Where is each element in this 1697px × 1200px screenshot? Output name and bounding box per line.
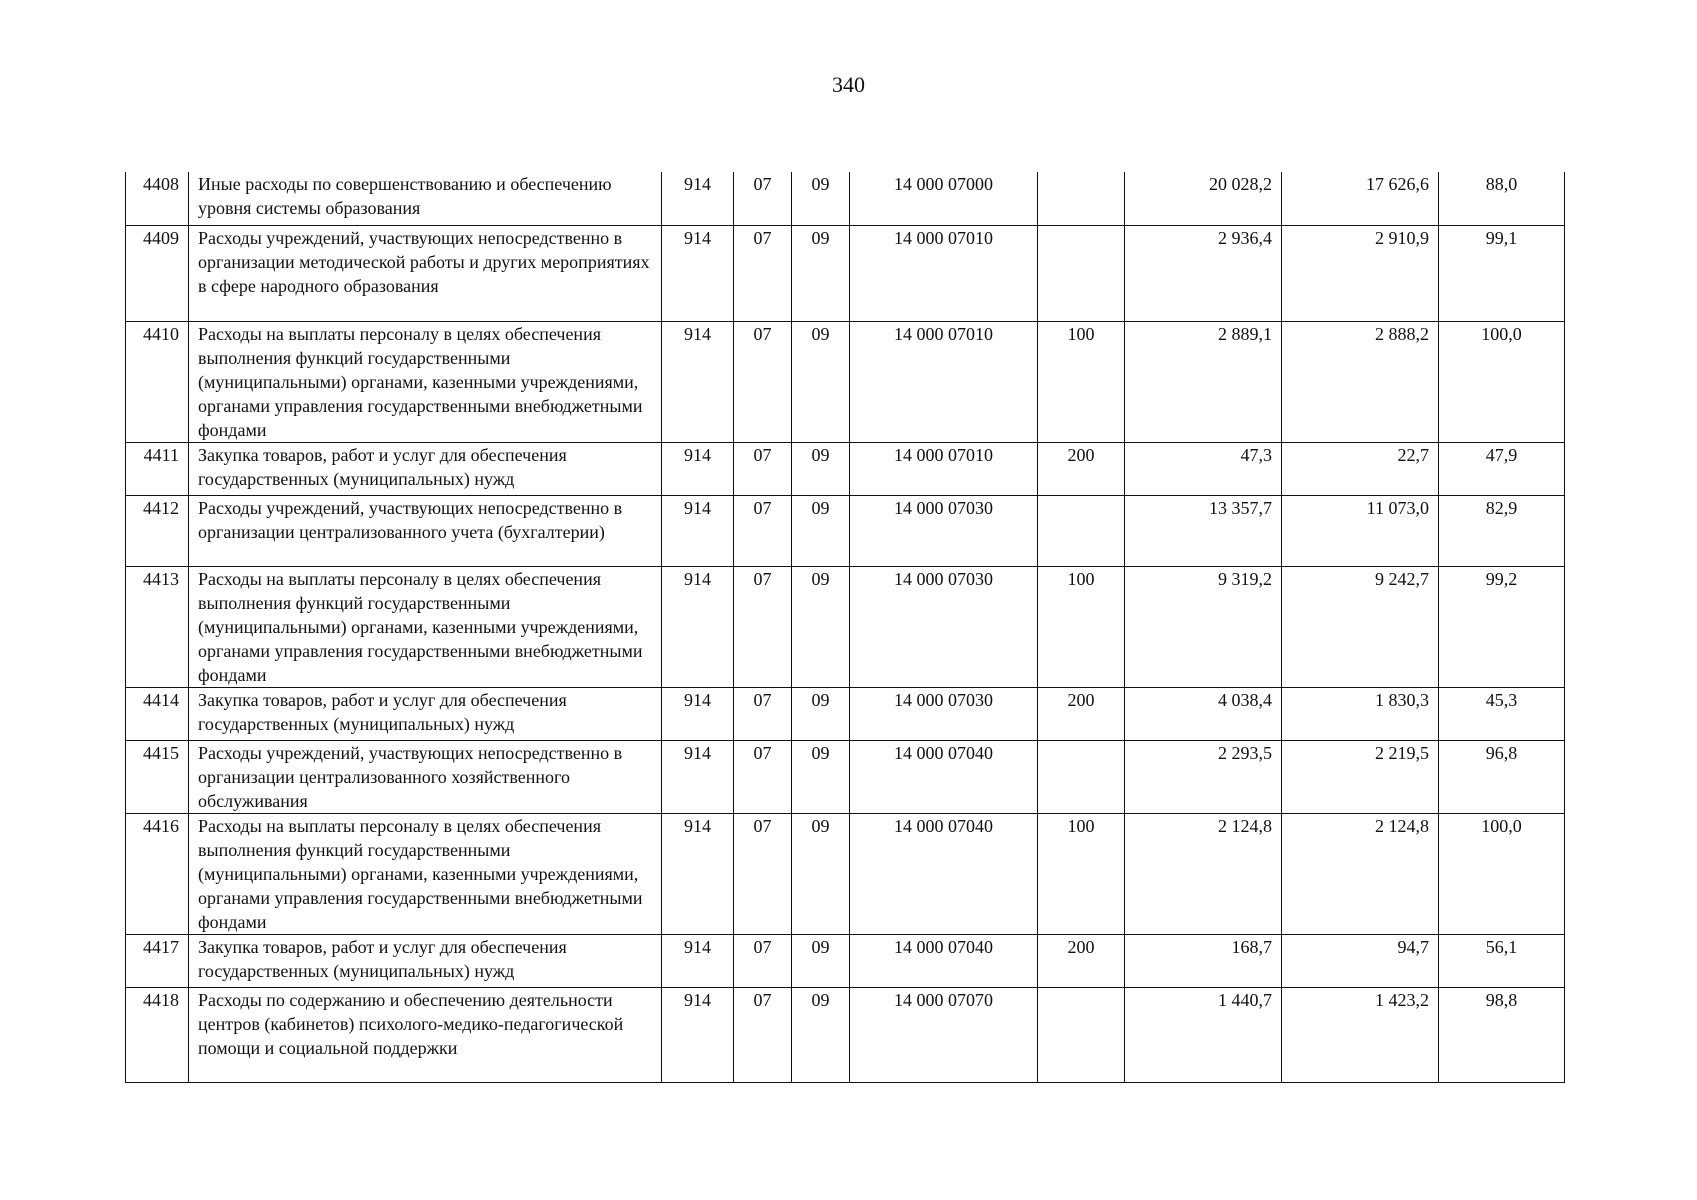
row-pr: 09 [792,321,850,442]
row-percent: 96,8 [1439,740,1565,813]
row-id: 4408 [126,172,189,225]
row-csr: 14 000 07030 [850,566,1038,687]
row-pr: 09 [792,740,850,813]
row-description: Расходы учреждений, участвующих непосредственно в организации централизованного учета (бухгалтерии) [189,495,662,566]
row-percent: 82,9 [1439,495,1565,566]
row-ved: 914 [662,934,734,987]
table-row [126,740,1565,813]
row-vr: 100 [1038,566,1125,687]
row-id: 4413 [126,566,189,687]
row-fact: 11 073,0 [1282,495,1439,566]
row-plan: 1 440,7 [1125,987,1282,1082]
row-csr: 14 000 07030 [850,495,1038,566]
row-id: 4418 [126,987,189,1082]
table-row [126,442,1565,495]
row-percent: 98,8 [1439,987,1565,1082]
row-plan: 13 357,7 [1125,495,1282,566]
row-plan: 20 028,2 [1125,172,1282,225]
row-fact: 94,7 [1282,934,1439,987]
row-ved: 914 [662,442,734,495]
row-rz: 07 [734,172,792,225]
table-row [126,934,1565,987]
row-vr [1038,495,1125,566]
row-vr: 100 [1038,813,1125,934]
table-row [126,813,1565,934]
row-id: 4410 [126,321,189,442]
row-percent: 99,1 [1439,225,1565,321]
row-percent: 47,9 [1439,442,1565,495]
row-ved: 914 [662,687,734,740]
row-csr: 14 000 07000 [850,172,1038,225]
row-description: Расходы на выплаты персоналу в целях обеспечения выполнения функций государственными (муниципальными) органами, казенными учреждениями, органами управления государственными внебюджетными фондами [189,566,662,687]
row-pr: 09 [792,566,850,687]
row-pr: 09 [792,225,850,321]
row-plan: 168,7 [1125,934,1282,987]
row-percent: 99,2 [1439,566,1565,687]
row-percent: 88,0 [1439,172,1565,225]
row-pr: 09 [792,934,850,987]
row-id: 4414 [126,687,189,740]
row-fact: 2 888,2 [1282,321,1439,442]
row-vr: 200 [1038,934,1125,987]
row-vr [1038,225,1125,321]
row-rz: 07 [734,987,792,1082]
row-percent: 45,3 [1439,687,1565,740]
row-ved: 914 [662,987,734,1082]
row-csr: 14 000 07030 [850,687,1038,740]
row-description: Иные расходы по совершенствованию и обеспечению уровня системы образования [189,172,662,225]
table-row [126,495,1565,566]
row-csr: 14 000 07010 [850,442,1038,495]
row-fact: 9 242,7 [1282,566,1439,687]
row-vr [1038,740,1125,813]
row-description: Расходы на выплаты персоналу в целях обеспечения выполнения функций государственными (муниципальными) органами, казенными учреждениями, органами управления государственными внебюджетными фондами [189,321,662,442]
row-fact: 2 124,8 [1282,813,1439,934]
row-fact: 1 423,2 [1282,987,1439,1082]
row-pr: 09 [792,687,850,740]
row-ved: 914 [662,495,734,566]
table-row [126,172,1565,225]
row-vr: 200 [1038,442,1125,495]
row-plan: 2 293,5 [1125,740,1282,813]
row-csr: 14 000 07010 [850,225,1038,321]
row-rz: 07 [734,813,792,934]
row-rz: 07 [734,321,792,442]
row-id: 4411 [126,442,189,495]
row-description: Расходы на выплаты персоналу в целях обеспечения выполнения функций государственными (муниципальными) органами, казенными учреждениями, органами управления государственными внебюджетными фондами [189,813,662,934]
row-csr: 14 000 07040 [850,740,1038,813]
row-ved: 914 [662,813,734,934]
row-id: 4417 [126,934,189,987]
row-plan: 2 936,4 [1125,225,1282,321]
row-rz: 07 [734,495,792,566]
table-row [126,321,1565,442]
row-csr: 14 000 07040 [850,813,1038,934]
row-csr: 14 000 07040 [850,934,1038,987]
row-description: Закупка товаров, работ и услуг для обеспечения государственных (муниципальных) нужд [189,442,662,495]
row-vr [1038,172,1125,225]
budget-table [125,172,1565,1083]
row-fact: 1 830,3 [1282,687,1439,740]
table-row [126,566,1565,687]
row-description: Закупка товаров, работ и услуг для обеспечения государственных (муниципальных) нужд [189,687,662,740]
row-plan: 2 124,8 [1125,813,1282,934]
row-id: 4416 [126,813,189,934]
row-pr: 09 [792,172,850,225]
row-fact: 22,7 [1282,442,1439,495]
row-percent: 100,0 [1439,321,1565,442]
row-id: 4412 [126,495,189,566]
row-rz: 07 [734,934,792,987]
row-fact: 17 626,6 [1282,172,1439,225]
row-pr: 09 [792,442,850,495]
row-vr [1038,987,1125,1082]
row-csr: 14 000 07070 [850,987,1038,1082]
row-plan: 9 319,2 [1125,566,1282,687]
row-rz: 07 [734,740,792,813]
row-vr: 200 [1038,687,1125,740]
row-description: Расходы учреждений, участвующих непосредственно в организации методической работы и других мероприятиях в сфере народного образования [189,225,662,321]
row-description: Расходы учреждений, участвующих непосредственно в организации централизованного хозяйственного обслуживания [189,740,662,813]
row-vr: 100 [1038,321,1125,442]
table-row [126,987,1565,1082]
row-ved: 914 [662,172,734,225]
row-description: Расходы по содержанию и обеспечению деятельности центров (кабинетов) психолого-медико-педагогической помощи и социальной поддержки [189,987,662,1082]
page-number: 340 [832,72,865,97]
row-pr: 09 [792,495,850,566]
row-fact: 2 219,5 [1282,740,1439,813]
row-pr: 09 [792,987,850,1082]
row-rz: 07 [734,687,792,740]
row-ved: 914 [662,566,734,687]
table-row [126,687,1565,740]
row-fact: 2 910,9 [1282,225,1439,321]
row-plan: 4 038,4 [1125,687,1282,740]
row-pr: 09 [792,813,850,934]
row-rz: 07 [734,225,792,321]
row-ved: 914 [662,225,734,321]
row-percent: 56,1 [1439,934,1565,987]
row-description: Закупка товаров, работ и услуг для обеспечения государственных (муниципальных) нужд [189,934,662,987]
row-percent: 100,0 [1439,813,1565,934]
row-ved: 914 [662,321,734,442]
row-csr: 14 000 07010 [850,321,1038,442]
row-rz: 07 [734,442,792,495]
row-rz: 07 [734,566,792,687]
row-plan: 47,3 [1125,442,1282,495]
table-row [126,225,1565,321]
row-plan: 2 889,1 [1125,321,1282,442]
row-ved: 914 [662,740,734,813]
row-id: 4409 [126,225,189,321]
row-id: 4415 [126,740,189,813]
